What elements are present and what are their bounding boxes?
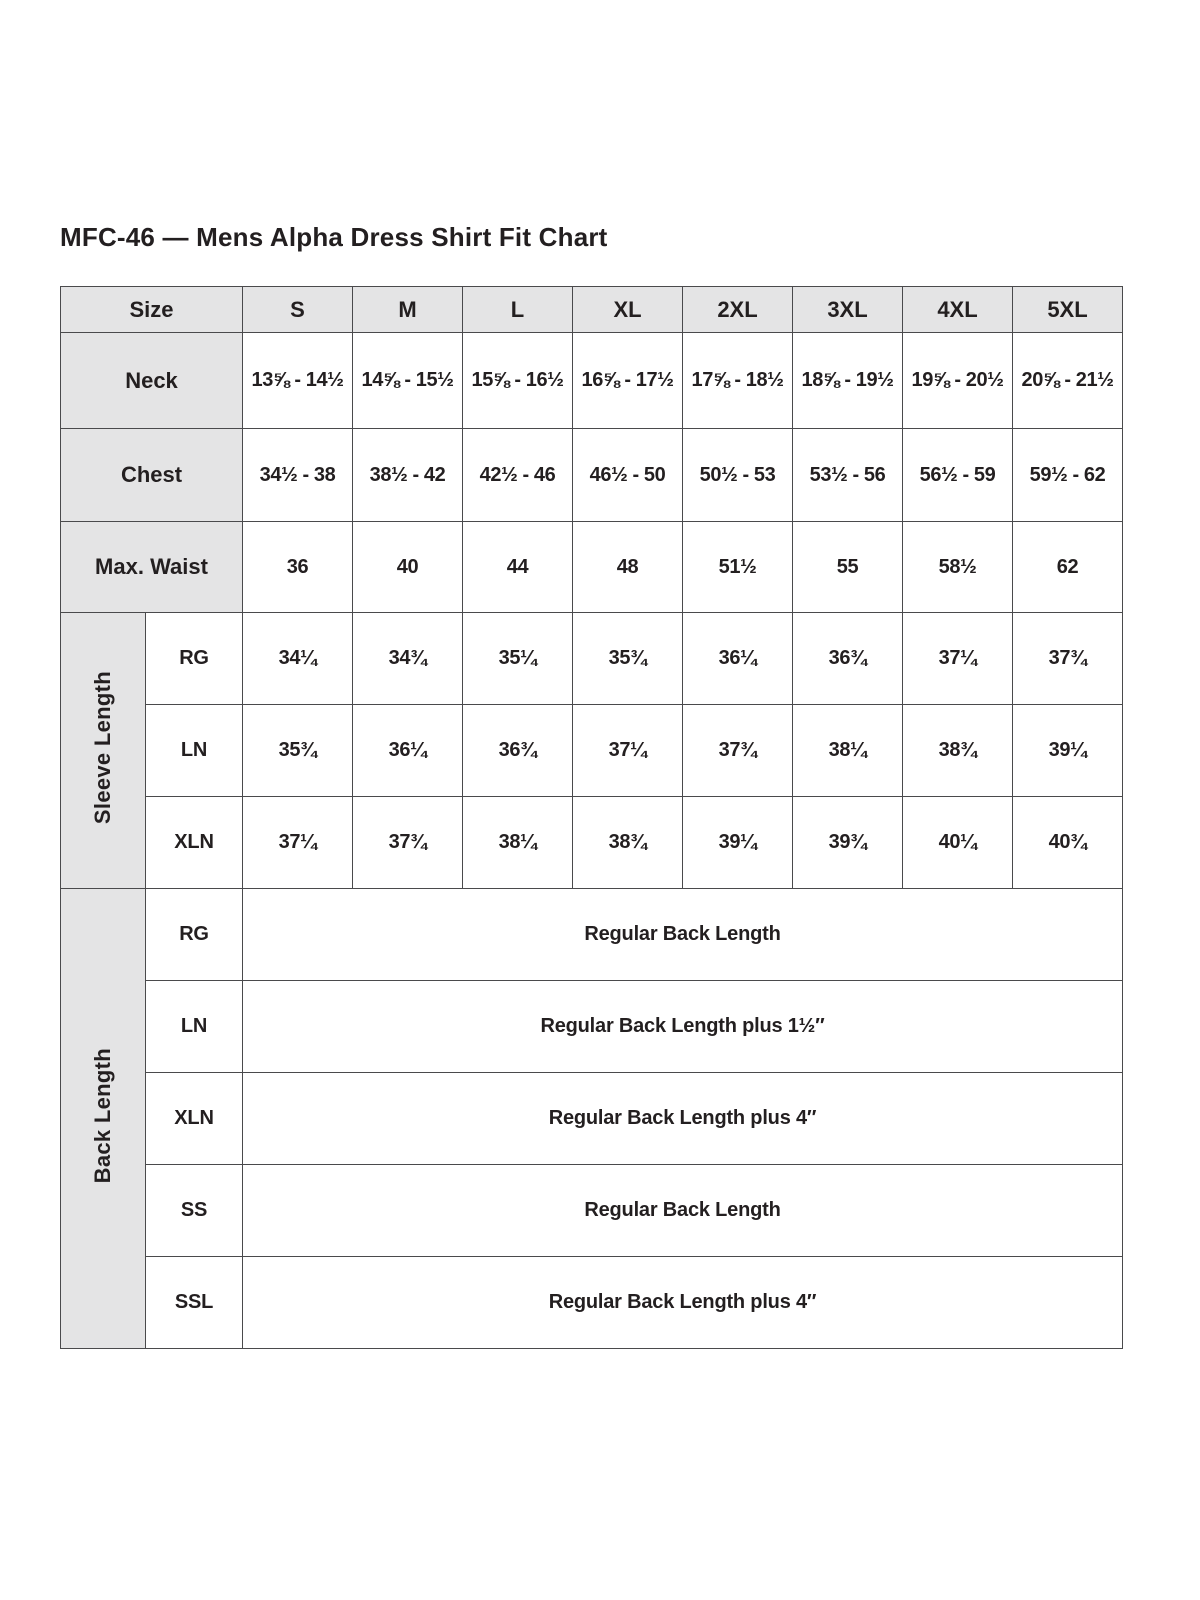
size-corner-header: Size [61, 287, 243, 333]
back-length-text: Regular Back Length plus 1½″ [243, 981, 1123, 1073]
sleeve-rg-row [61, 613, 1123, 705]
back-ln-row [61, 981, 1123, 1073]
col-header-3xl: 3XL [793, 287, 903, 333]
row-label-neck: Neck [61, 333, 243, 429]
back-length-text: Regular Back Length [243, 889, 1123, 981]
table-cell: 36¾ [463, 705, 573, 797]
back-length-text: Regular Back Length [243, 1165, 1123, 1257]
table-cell: 35¾ [573, 613, 683, 705]
neck-row [61, 333, 1123, 429]
back-ssl-row [61, 1257, 1123, 1349]
page-title: MFC-46 — Mens Alpha Dress Shirt Fit Chart [60, 222, 608, 252]
sub-label-back-ssl: SSL [146, 1257, 243, 1349]
table-cell: 40 [353, 522, 463, 613]
table-cell: 34¾ [353, 613, 463, 705]
col-header-4xl: 4XL [903, 287, 1013, 333]
sub-label-back-xln: XLN [146, 1073, 243, 1165]
group-label-sleeve-length [61, 613, 146, 889]
table-cell: 51½ [683, 522, 793, 613]
table-cell: 34½ - 38 [243, 429, 353, 522]
col-header-xl: XL [573, 287, 683, 333]
back-length-text: Regular Back Length plus 4″ [243, 1257, 1123, 1349]
table-cell: 36¼ [683, 613, 793, 705]
table-cell: 38¾ [903, 705, 1013, 797]
sub-label-back-ln: LN [146, 981, 243, 1073]
table-cell: 37¾ [353, 797, 463, 889]
row-label-waist: Max. Waist [61, 522, 243, 613]
table-cell: 62 [1013, 522, 1123, 613]
table-cell: 37¼ [903, 613, 1013, 705]
table-cell: 35¾ [243, 705, 353, 797]
col-header-5xl: 5XL [1013, 287, 1123, 333]
col-header-m: M [353, 287, 463, 333]
table-cell: 37¼ [573, 705, 683, 797]
sub-label-sleeve-ln: LN [146, 705, 243, 797]
fit-chart-table [60, 286, 1123, 1349]
back-rg-row [61, 889, 1123, 981]
chest-row [61, 429, 1123, 522]
table-cell: 40¼ [903, 797, 1013, 889]
sleeve-xln-row [61, 797, 1123, 889]
col-header-2xl: 2XL [683, 287, 793, 333]
sleeve-length-label: Sleeve Length [90, 671, 115, 825]
group-label-back-length [61, 889, 146, 1349]
sub-label-back-rg: RG [146, 889, 243, 981]
table-cell: 37¼ [243, 797, 353, 889]
table-cell: 39¼ [1013, 705, 1123, 797]
header-row [61, 287, 1123, 333]
table-cell: 34¼ [243, 613, 353, 705]
table-cell: 18⅝ - 19½ [793, 333, 903, 429]
waist-row [61, 522, 1123, 613]
back-length-label: Back Length [90, 1048, 115, 1184]
back-xln-row [61, 1073, 1123, 1165]
table-cell: 46½ - 50 [573, 429, 683, 522]
table-cell: 17⅝ - 18½ [683, 333, 793, 429]
table-cell: 19⅝ - 20½ [903, 333, 1013, 429]
sub-label-back-ss: SS [146, 1165, 243, 1257]
table-cell: 37¾ [1013, 613, 1123, 705]
sleeve-ln-row [61, 705, 1123, 797]
table-cell: 20⅝ - 21½ [1013, 333, 1123, 429]
table-cell: 50½ - 53 [683, 429, 793, 522]
table-cell: 40¾ [1013, 797, 1123, 889]
table-cell: 56½ - 59 [903, 429, 1013, 522]
table-cell: 48 [573, 522, 683, 613]
table-cell: 42½ - 46 [463, 429, 573, 522]
table-cell: 44 [463, 522, 573, 613]
table-cell: 38½ - 42 [353, 429, 463, 522]
table-cell: 36 [243, 522, 353, 613]
table-cell: 38¾ [573, 797, 683, 889]
table-cell: 35¼ [463, 613, 573, 705]
table-cell: 53½ - 56 [793, 429, 903, 522]
table-cell: 37¾ [683, 705, 793, 797]
col-header-l: L [463, 287, 573, 333]
back-length-text: Regular Back Length plus 4″ [243, 1073, 1123, 1165]
col-header-s: S [243, 287, 353, 333]
table-cell: 39¾ [793, 797, 903, 889]
table-cell: 14⅝ - 15½ [353, 333, 463, 429]
table-cell: 36¼ [353, 705, 463, 797]
table-cell: 59½ - 62 [1013, 429, 1123, 522]
table-cell: 16⅝ - 17½ [573, 333, 683, 429]
row-label-chest: Chest [61, 429, 243, 522]
table-cell: 58½ [903, 522, 1013, 613]
back-ss-row [61, 1165, 1123, 1257]
table-cell: 55 [793, 522, 903, 613]
table-cell: 38¼ [463, 797, 573, 889]
table-cell: 15⅝ - 16½ [463, 333, 573, 429]
sub-label-sleeve-rg: RG [146, 613, 243, 705]
table-cell: 13⅝ - 14½ [243, 333, 353, 429]
table-cell: 39¼ [683, 797, 793, 889]
sub-label-sleeve-xln: XLN [146, 797, 243, 889]
table-cell: 36¾ [793, 613, 903, 705]
table-cell: 38¼ [793, 705, 903, 797]
